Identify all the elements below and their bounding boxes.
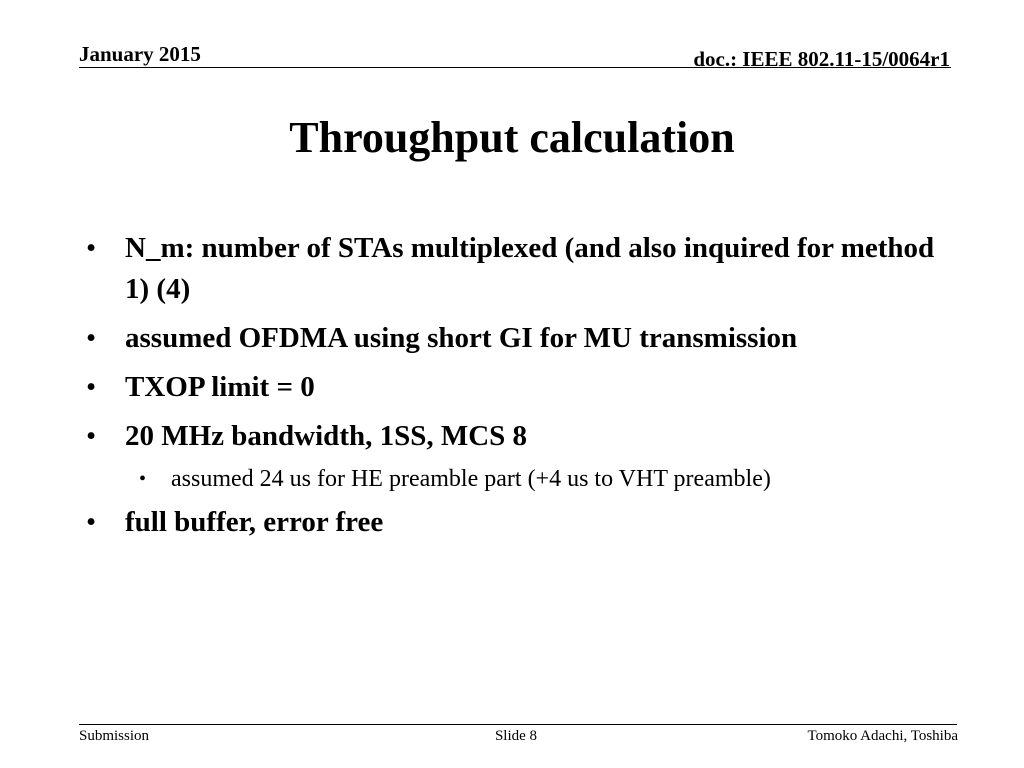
bullet-item: [78, 416, 948, 457]
bullet-text: 20 MHz bandwidth, 1SS, MCS 8: [125, 420, 528, 452]
footer-submission-label: Submission: [79, 728, 150, 744]
footer-author: Tomoko Adachi, Toshiba: [807, 728, 958, 744]
bullet-item: [78, 318, 948, 359]
bullet-item: [78, 228, 948, 310]
header-divider: [79, 67, 951, 68]
bullet-item: [78, 502, 948, 543]
bullet-text: TXOP limit = 0: [125, 371, 315, 403]
bullet-icon: •: [86, 506, 97, 538]
bullet-text: assumed OFDMA using short GI for MU transmission: [125, 322, 798, 354]
slide-title: Throughput calculation: [289, 113, 735, 162]
bullet-text: N_m: number of STAs multiplexed (and also inquired for method 1) (4): [125, 232, 935, 305]
footer-divider: [79, 724, 957, 725]
footer-slide-number: Slide 8: [494, 728, 538, 744]
bullet-text: full buffer, error free: [125, 506, 384, 538]
sub-bullet-item: [78, 462, 948, 496]
bullet-icon: •: [86, 232, 97, 264]
header-document-id: doc.: IEEE 802.11-15/0064r1: [693, 47, 950, 71]
sub-bullet-text: assumed 24 us for HE preamble part (+4 us to VHT preamble): [171, 466, 771, 492]
bullet-list: [78, 228, 948, 551]
sub-bullet-icon: •: [139, 468, 147, 490]
header-date: January 2015: [79, 42, 201, 66]
bullet-icon: •: [86, 322, 97, 354]
bullet-item: [78, 367, 948, 408]
bullet-icon: •: [86, 371, 97, 403]
bullet-icon: •: [86, 420, 97, 452]
